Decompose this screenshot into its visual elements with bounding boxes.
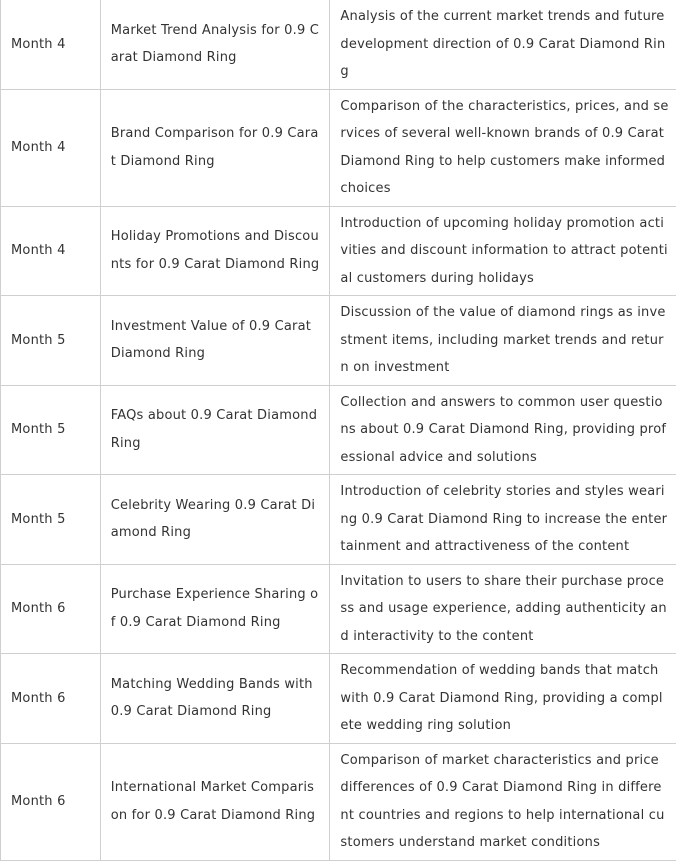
- month-cell: Month 4: [1, 206, 101, 296]
- description-cell: Recommendation of wedding bands that match with 0.9 Carat Diamond Ring, providing a complete wedding ring solution: [330, 654, 676, 744]
- topic-cell: Brand Comparison for 0.9 Carat Diamond Ring: [100, 89, 330, 206]
- topic-cell: Market Trend Analysis for 0.9 Carat Diamond Ring: [100, 0, 330, 89]
- description-cell: Discussion of the value of diamond rings as investment items, including market trends and return on investment: [330, 296, 676, 386]
- month-cell: Month 6: [1, 654, 101, 744]
- topic-cell: Investment Value of 0.9 Carat Diamond Ring: [100, 296, 330, 386]
- table-row: [1, 206, 676, 296]
- table-row: [1, 0, 676, 89]
- topic-cell: Holiday Promotions and Discounts for 0.9 Carat Diamond Ring: [100, 206, 330, 296]
- month-cell: Month 5: [1, 296, 101, 386]
- topic-cell: Celebrity Wearing 0.9 Carat Diamond Ring: [100, 475, 330, 565]
- month-cell: Month 4: [1, 0, 101, 89]
- topic-cell: Purchase Experience Sharing of 0.9 Carat Diamond Ring: [100, 564, 330, 654]
- description-cell: Introduction of celebrity stories and styles wearing 0.9 Carat Diamond Ring to increase the entertainment and attractiveness of the content: [330, 475, 676, 565]
- description-cell: Analysis of the current market trends and future development direction of 0.9 Carat Diamond Ring: [330, 0, 676, 89]
- description-cell: Invitation to users to share their purchase process and usage experience, adding authenticity and interactivity to the content: [330, 564, 676, 654]
- table-row: [1, 743, 676, 860]
- table-row: [1, 564, 676, 654]
- topic-cell: FAQs about 0.9 Carat Diamond Ring: [100, 385, 330, 475]
- table-row: [1, 475, 676, 565]
- month-cell: Month 4: [1, 89, 101, 206]
- table-row: [1, 385, 676, 475]
- topic-cell: International Market Comparison for 0.9 Carat Diamond Ring: [100, 743, 330, 860]
- description-cell: Collection and answers to common user questions about 0.9 Carat Diamond Ring, providing professional advice and solutions: [330, 385, 676, 475]
- table-row: [1, 296, 676, 386]
- month-cell: Month 6: [1, 564, 101, 654]
- month-cell: Month 6: [1, 743, 101, 860]
- month-cell: Month 5: [1, 475, 101, 565]
- table-row: [1, 89, 676, 206]
- description-cell: Comparison of the characteristics, prices, and services of several well-known brands of 0.9 Carat Diamond Ring to help customers make informed choices: [330, 89, 676, 206]
- table-row: [1, 654, 676, 744]
- table-body: [1, 0, 676, 860]
- description-cell: Comparison of market characteristics and price differences of 0.9 Carat Diamond Ring in different countries and regions to help international customers understand market conditions: [330, 743, 676, 860]
- month-cell: Month 5: [1, 385, 101, 475]
- description-cell: Introduction of upcoming holiday promotion activities and discount information to attract potential customers during holidays: [330, 206, 676, 296]
- topic-cell: Matching Wedding Bands with 0.9 Carat Diamond Ring: [100, 654, 330, 744]
